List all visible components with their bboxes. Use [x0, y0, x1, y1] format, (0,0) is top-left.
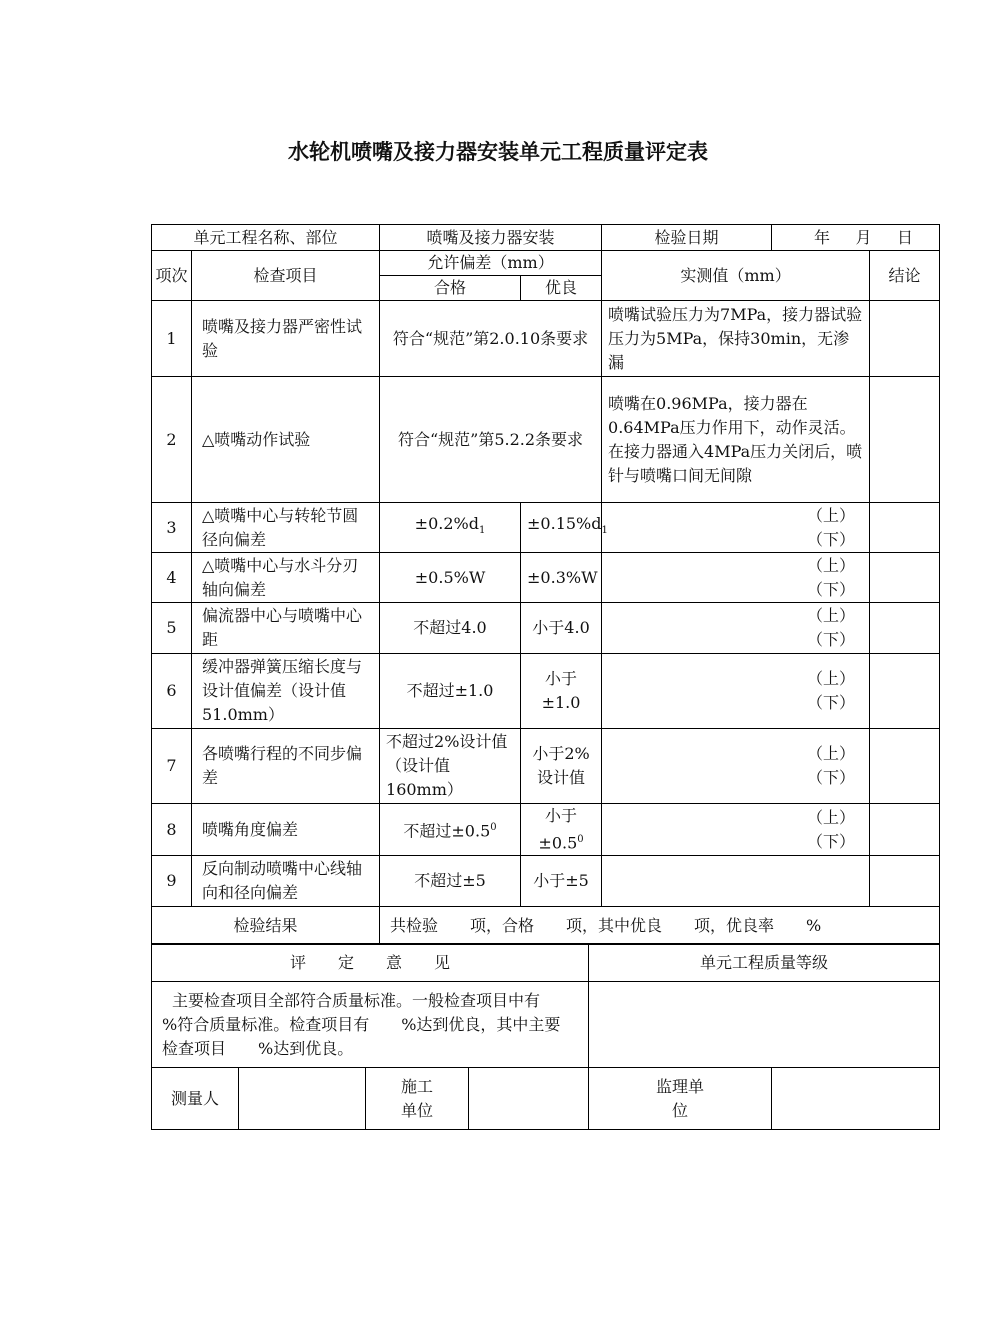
surveyor-signature [239, 1068, 366, 1130]
measured-up: （上） [807, 606, 856, 625]
grade-label: 单元工程质量等级 [589, 944, 940, 982]
supervision-signature [772, 1068, 940, 1130]
measured-up: （上） [807, 669, 856, 688]
table-row [152, 729, 940, 804]
col-qualified-header: 合格 [380, 276, 521, 301]
row-item: 各喷嘴行程的不同步偏差 [192, 729, 380, 804]
row-excellent-value: 小于±0.5 [538, 806, 578, 853]
row-qualified: 不超过±5 [380, 856, 521, 907]
measured-up: （上） [807, 555, 856, 575]
measured-down: （下） [807, 768, 856, 787]
col-excellent-header: 优良 [521, 276, 602, 301]
row-measured [602, 729, 870, 804]
row-excellent [521, 804, 602, 856]
measured-down: （下） [807, 579, 856, 599]
row-measured [602, 503, 870, 553]
row-conclusion [870, 603, 940, 654]
measured-up: （上） [807, 744, 856, 763]
evaluation-table [151, 943, 940, 1130]
row-conclusion [870, 856, 940, 907]
row-qualified: ±0.5%W [380, 553, 521, 603]
row-item: 喷嘴及接力器严密性试验 [192, 301, 380, 377]
table-row [152, 503, 940, 553]
table-row [152, 377, 940, 503]
row-measured [602, 654, 870, 729]
column-header-row-1 [152, 251, 940, 276]
surveyor-label: 测量人 [152, 1068, 239, 1130]
row-excellent [521, 503, 608, 553]
row-number: 6 [152, 654, 192, 729]
measured-down: （下） [807, 529, 856, 549]
row-conclusion [870, 553, 940, 603]
row-qualified: 不超过±1.0 [380, 654, 521, 729]
col-conclusion-header: 结论 [870, 251, 940, 301]
row-excellent: 小于±1.0 [521, 654, 602, 729]
row-excellent: 小于4.0 [521, 603, 602, 654]
col-tolerance-header: 允许偏差（mm） [380, 251, 602, 276]
measured-up: （上） [807, 807, 856, 827]
row-number: 2 [152, 377, 192, 503]
date-month: 月 [855, 227, 872, 247]
row-qualified-subscript: 1 [478, 525, 486, 537]
row-excellent: 小于±5 [521, 856, 602, 907]
table-row [152, 856, 940, 907]
unit-name-label: 单元工程名称、部位 [152, 225, 380, 251]
row-measured: 喷嘴在0.96MPa，接力器在0.64MPa压力作用下，动作灵活。在接力器通入4MPa压力关闭后，喷针与喷嘴口间无间隙 [602, 377, 870, 503]
grade-value [589, 982, 940, 1068]
row-qualified: 不超过4.0 [380, 603, 521, 654]
row-qualified-value: 不超过±0.5 [403, 821, 491, 841]
row-conclusion [870, 377, 940, 503]
measured-up: （上） [807, 505, 856, 525]
row-excellent-subscript: 1 [601, 525, 608, 537]
row-qualified-value: ±0.2%d [414, 513, 479, 533]
row-conclusion [870, 301, 940, 377]
table-row [152, 654, 940, 729]
supervision-label: 监理单位 [589, 1068, 772, 1130]
row-item: 偏流器中心与喷嘴中心距 [192, 603, 380, 654]
row-conclusion [870, 729, 940, 804]
row-number: 4 [152, 553, 192, 603]
row-qualified [380, 804, 521, 856]
row-excellent: 小于2%设计值 [521, 729, 602, 804]
result-text: 共检验 项，合格 项，其中优良 项，优良率 % [380, 907, 940, 945]
row-number: 9 [152, 856, 192, 907]
evaluation-header-row [152, 944, 940, 982]
col-measured-header: 实测值（mm） [602, 251, 870, 301]
document-title: 水轮机喷嘴及接力器安装单元工程质量评定表 [288, 139, 708, 164]
row-measured [602, 804, 870, 856]
row-conclusion [870, 503, 940, 553]
col-item-header: 检查项目 [192, 251, 380, 301]
unit-name-value: 喷嘴及接力器安装 [380, 225, 602, 251]
construction-signature [469, 1068, 589, 1130]
result-label: 检验结果 [152, 907, 380, 945]
row-measured [602, 856, 870, 907]
row-excellent: ±0.3%W [521, 553, 602, 603]
row-number: 8 [152, 804, 192, 856]
row-qualified: 不超过2%设计值（设计值160mm） [380, 729, 521, 804]
row-qualified-superscript: 0 [490, 822, 497, 833]
opinion-text: 主要检查项目全部符合质量标准。一般检查项目中有 %符合质量标准。检查项目有 %达到优良，其中主要检查项目 %达到优良。 [152, 982, 589, 1068]
result-row [152, 907, 940, 945]
inspection-table [151, 224, 940, 945]
evaluation-body-row [152, 982, 940, 1068]
row-conclusion [870, 654, 940, 729]
header-row [152, 225, 940, 251]
row-excellent-value: ±0.15%d [527, 513, 602, 533]
row-number: 1 [152, 301, 192, 377]
row-tolerance: 符合“规范”第5.2.2条要求 [380, 377, 602, 503]
date-day: 日 [897, 227, 914, 247]
date-label: 检验日期 [602, 225, 772, 251]
date-year: 年 [814, 227, 831, 247]
table-row [152, 603, 940, 654]
row-measured [602, 603, 870, 654]
row-item: 喷嘴角度偏差 [192, 804, 380, 856]
construction-label: 施工单位 [366, 1068, 469, 1130]
measured-down: （下） [807, 693, 856, 712]
row-number: 5 [152, 603, 192, 654]
row-tolerance: 符合“规范”第2.0.10条要求 [380, 301, 602, 377]
row-measured [602, 553, 870, 603]
signature-row [152, 1068, 940, 1130]
row-item: △喷嘴中心与水斗分刃轴向偏差 [192, 553, 380, 603]
row-item: 反向制动喷嘴中心线轴向和径向偏差 [192, 856, 380, 907]
row-item: 缓冲器弹簧压缩长度与设计值偏差（设计值51.0mm） [192, 654, 380, 729]
table-row [152, 804, 940, 856]
date-value [772, 225, 940, 251]
opinion-label: 评 定 意 见 [152, 944, 589, 982]
row-excellent-superscript: 0 [577, 834, 584, 845]
row-qualified [380, 503, 521, 553]
row-number: 3 [152, 503, 192, 553]
row-conclusion [870, 804, 940, 856]
table-row [152, 301, 940, 377]
table-row [152, 553, 940, 603]
measured-down: （下） [807, 831, 856, 851]
row-item: △喷嘴中心与转轮节圆径向偏差 [192, 503, 380, 553]
row-measured: 喷嘴试验压力为7MPa，接力器试验压力为5MPa，保持30min，无渗漏 [602, 301, 870, 377]
row-item: △喷嘴动作试验 [192, 377, 380, 503]
col-index-header: 项次 [152, 251, 192, 301]
row-number: 7 [152, 729, 192, 804]
measured-down: （下） [807, 630, 856, 649]
